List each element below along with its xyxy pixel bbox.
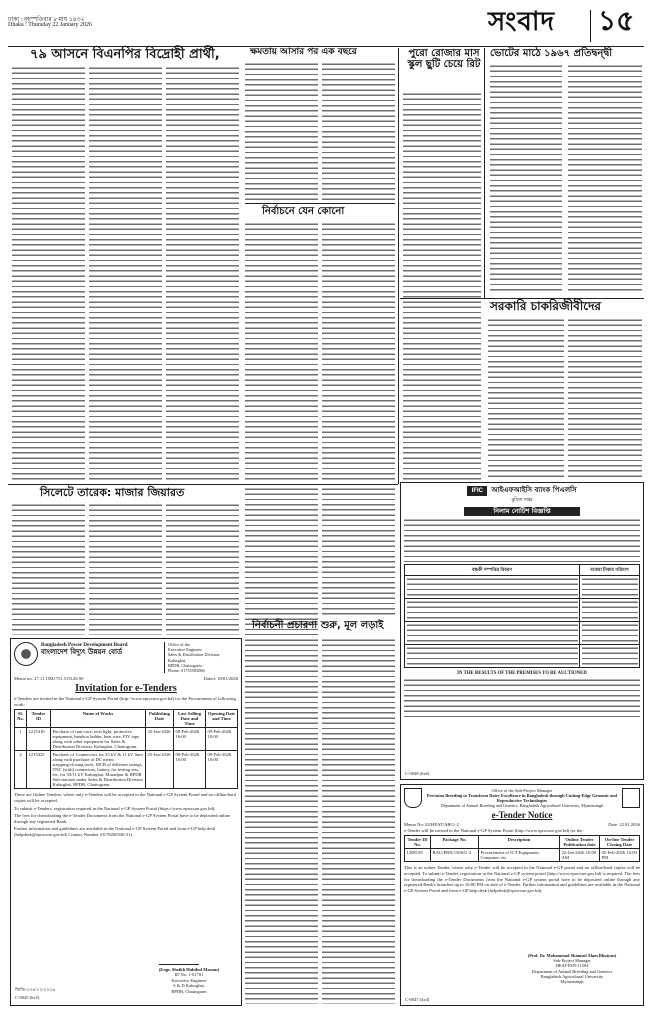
heat-project: Precision Breeding to Transform Dairy Excellence in Bangladesh through Cutting-Edge Genomic and Reproductive Technologies: [426, 793, 618, 804]
article-text: [245, 487, 318, 635]
table-row: 1208139 BAU/PBN/1506/G-2 Procurement of ICT Equipment, Computer, etc. 22-Jan-2026 10:00 AM 05-Feb-2026 16:00 PM: [405, 849, 640, 862]
table-row: 2 1215425 Purchase of 1connectors for 33 kV & 11 kV lines along with purchase of DC meter, stripping/closing tools, MCB of different ratings, TNC (with) connectors, battery for testing sets, etc. for 33/11 kV Kalurghat, Muradpur & BPDB Sub-stations under Sales & Distribution Division Kalurghat, BPDB, Chattogram. 25-Jan-2026 08-Feb-2026 16:00 09-Feb-2026 10:00: [15, 751, 238, 789]
heat-intro: e-Tender will be invited in the National e-GP System Portal (http://www.eprocure.gov.bd) for the:: [404, 828, 584, 834]
article-text: [12, 66, 85, 480]
column-rule: [398, 48, 399, 484]
page-number: ১৫: [598, 4, 635, 37]
article-text: [245, 62, 318, 202]
bpdb-logo: [14, 642, 38, 666]
article-text: [89, 66, 162, 480]
article-text: [322, 222, 395, 480]
bpdb-org-bn: বাংলাদেশ বিদ্যুৎ উন্নয়ন বোর্ড: [41, 648, 123, 656]
ific-logo: IFIC: [467, 486, 487, 496]
column-rule: [484, 48, 485, 298]
article-text: [403, 92, 481, 480]
ific-english-title: IN THE RESULTS OF THE PREMISES TO BE AUCTIONED: [457, 671, 587, 677]
heat-memo: Memo No: 02/HEAT/ABG/-2: [404, 822, 459, 828]
heat-tender-table: Tender ID No. Package No. Description Online Tender Publication date On-line Tender Closing Date 1208139 BAU/PBN/1506/G-2 Procurement of ICT Equipment, Computer, etc. 22-Jan-2026 10:00 AM 05-Feb-2026 16:00 PM: [404, 835, 640, 862]
heat-title: e-Tender Notice: [491, 810, 553, 821]
bpdb-note: The fees for downloading the e-Tender Documents from the National e-GP System Portal have to be deposited online through any registered Bank.: [14, 813, 230, 824]
bau-logo: [404, 788, 422, 808]
bpdb-note: These are Online Tenders, where only e-Tenders will be accepted in the National e-GP System Portal and no offline/hard copies will be accepted.: [14, 792, 236, 803]
bpdb-tender-ad: [10, 638, 242, 1006]
heat-tender-notice: [400, 784, 644, 1006]
ific-notice-title: নিলাম নোটিশ বিজ্ঞপ্তি: [464, 507, 580, 516]
dateline-bn: ঢাকা : বৃহস্পতিবার ৮ মাঘ ১৪৩২: [8, 17, 85, 23]
ific-code: C-0048 (6x6): [405, 771, 430, 776]
section-rule: [245, 203, 395, 204]
headline-ramadan-school: পুরো রোজার মাস স্কুল ছুটি চেয়ে রিট: [407, 48, 481, 70]
bpdb-note: Further information and guidelines are available in the National e-GP System Portal and from e-GP help desk (helpdesk@eprocure.gov.bd) Contact Number (0178260530-31).: [14, 826, 216, 837]
bpdb-note: To submit e-Tenders, registration required in the National e-GP System Portal (https://www.eprocure.gov.bd).: [14, 805, 216, 811]
ific-sub: মুদ্রিত দপ্তর: [511, 498, 533, 503]
bpdb-office: Office of the Executive Engineer Sales & Distribution Division, Kalurghat, BPDB, Chattogram. Phone: 01755583066: [164, 642, 238, 673]
bpdb-intro: e-Tenders are invited in the National e-GP System Portal (http://www.eprocure.gov.bd) for the Procurement of following work:: [14, 696, 236, 707]
bpdb-dated: Dated: 18/01/2026: [203, 676, 238, 682]
article-text: [568, 64, 642, 294]
article-text: [322, 487, 395, 617]
heat-notes: This is an online Tender, where only e-Tender will be accepted in the National e-GP portal and no offline/hard copies will be accepted. To submit e-Tender, registration in the National e-GP system portal (http://www.eprocure.gov.bd) is required. The fees for downloading the e-Tender Documents from the National e-GP system portal have to be deposited online through any registered Bank's branches up to 16:00 PM on date of e-Tender. Further information and guidelines are available in the National e-GP System Portal and from e-GP help desk (helpdesk@eprocure.gov.bd).: [404, 865, 640, 893]
article-text: [322, 62, 395, 202]
signature: [159, 953, 203, 965]
heat-office: Office of the Sub-Project Manager: [491, 788, 553, 793]
table-row: 1 1215416 Purchase of ram-core, tech light, protective equipment, bamboo ladder, heat wire, PIV tape along with other equipment for Sales & Distribution Division, Kalurghat, Chattogram. 25-Jan-2026 08-Feb-2026 16:00 09-Feb-2026 10:00: [15, 728, 238, 751]
ific-text: [404, 678, 640, 718]
article-text: [12, 503, 85, 635]
heat-date: Date: 22.01.2026: [608, 822, 640, 828]
bpdb-memo: Memo no: 27.11.1500.751.5.03.26.90: [14, 676, 84, 682]
table-row: [405, 645, 640, 668]
table-row: [405, 576, 640, 599]
ific-auction-notice: [400, 482, 644, 780]
ific-table: বন্ধকী সম্পত্তির বিবরণ বকেয়া টাকার পরিমাণ: [404, 564, 640, 668]
heat-code: C-0047 (4x4): [405, 997, 430, 1002]
bpdb-code: C-0045 (6x5): [15, 995, 40, 1000]
table-row: [405, 622, 640, 645]
headline-election-no: নির্বাচনে যেন কোনো: [262, 206, 345, 217]
headline-rebel-candidates: ৭৯ আসনে বিএনপির বিদ্রোহী প্রার্থী,: [30, 47, 220, 62]
bpdb-title: Invitation for e-Tenders: [75, 683, 177, 695]
header: [8, 6, 644, 46]
article-text: [568, 318, 642, 480]
article-text: [322, 638, 395, 1004]
heat-dept: Department of Animal Breeding and Genetics, Bangladesh Agricultural University, Mymensingh: [440, 803, 604, 809]
article-text: [166, 503, 239, 635]
masthead-divider: [590, 10, 591, 42]
headline-campaign-start: নির্বাচনী প্রচারণা শুরু, মূল লড়াই: [252, 620, 384, 631]
article-text: [245, 638, 318, 1004]
headline-govt-employees: সরকারি চাকরিজীবীদের: [490, 299, 602, 313]
bpdb-tender-table: Sl. No. Tender ID Name of Works Publishing Date Last Selling Date and Time Opening Date and Time 1 1215416 Purchase of ram-core, tech light, protective equipment, bamboo ladder, heat wire, PIV tape along with other equipment for Sales & Distribution Division, Kalurghat, Chattogram. 25-Jan-2026 08-Feb-2026 16:00 09-Feb-2026 10:00 2 1215425 Purchase of 1connectors for 33 kV & 11 kV lines along with purchase of DC meter, stripping/closing tools, MCB of different ratings, TNC (with) connectors, battery for testing sets, etc. for 33/11 kV Kalurghat, Muradpur & BPDB Sub-stations under Sales & Distribution Division Kalurghat, BPDB, Chattogram. 25-Jan-2026 08-Feb-2026 16:00 09-Feb-2026 10:00: [14, 709, 238, 789]
headline-tarek-sylhet: সিলেটে তারেক: মাজার জিয়ারত: [40, 486, 185, 499]
heat-logo: [622, 788, 640, 808]
article-text: [89, 503, 162, 635]
section-rule: [8, 484, 398, 485]
bpdb-signatory: (Engr. Sheikh Habibul Masum) ID No: 1-01701 Executive Engineer S & D Kalurghat, BPDB, Chattogram: [158, 967, 220, 994]
article-text: [488, 318, 564, 480]
article-text: [245, 222, 318, 480]
bpdb-footer: জিডি-২৩৪/১২/২০২৬: [15, 987, 56, 992]
masthead: সংবাদ: [488, 7, 556, 37]
dateline-en: Dhaka : Thursday 22 January 2026: [8, 22, 93, 28]
ific-text: [404, 518, 640, 562]
table-row: [405, 599, 640, 622]
headline-contenders: ভোটের মাঠে ১৯৬৭ প্রতিদ্বন্দ্বী: [490, 48, 613, 59]
article-text: [166, 66, 239, 480]
article-text: [490, 64, 562, 294]
heat-signatory: (Prof. Dr. Mohammad Shamsul Alam Bhuiyan) Sub-Project Manager HEAT-PSN-11504 Department of Animal Breeding and Genetics Bangladesh Agricultural University Mymensingh: [527, 953, 617, 985]
bpdb-org-en: Bangladesh Power Development Board: [41, 642, 128, 648]
headline-one-year: ক্ষমতায় আসার পর এক বছরে: [250, 47, 357, 57]
ific-bank-name: আইএফআইসি ব্যাংক পিএলসি: [491, 486, 577, 495]
